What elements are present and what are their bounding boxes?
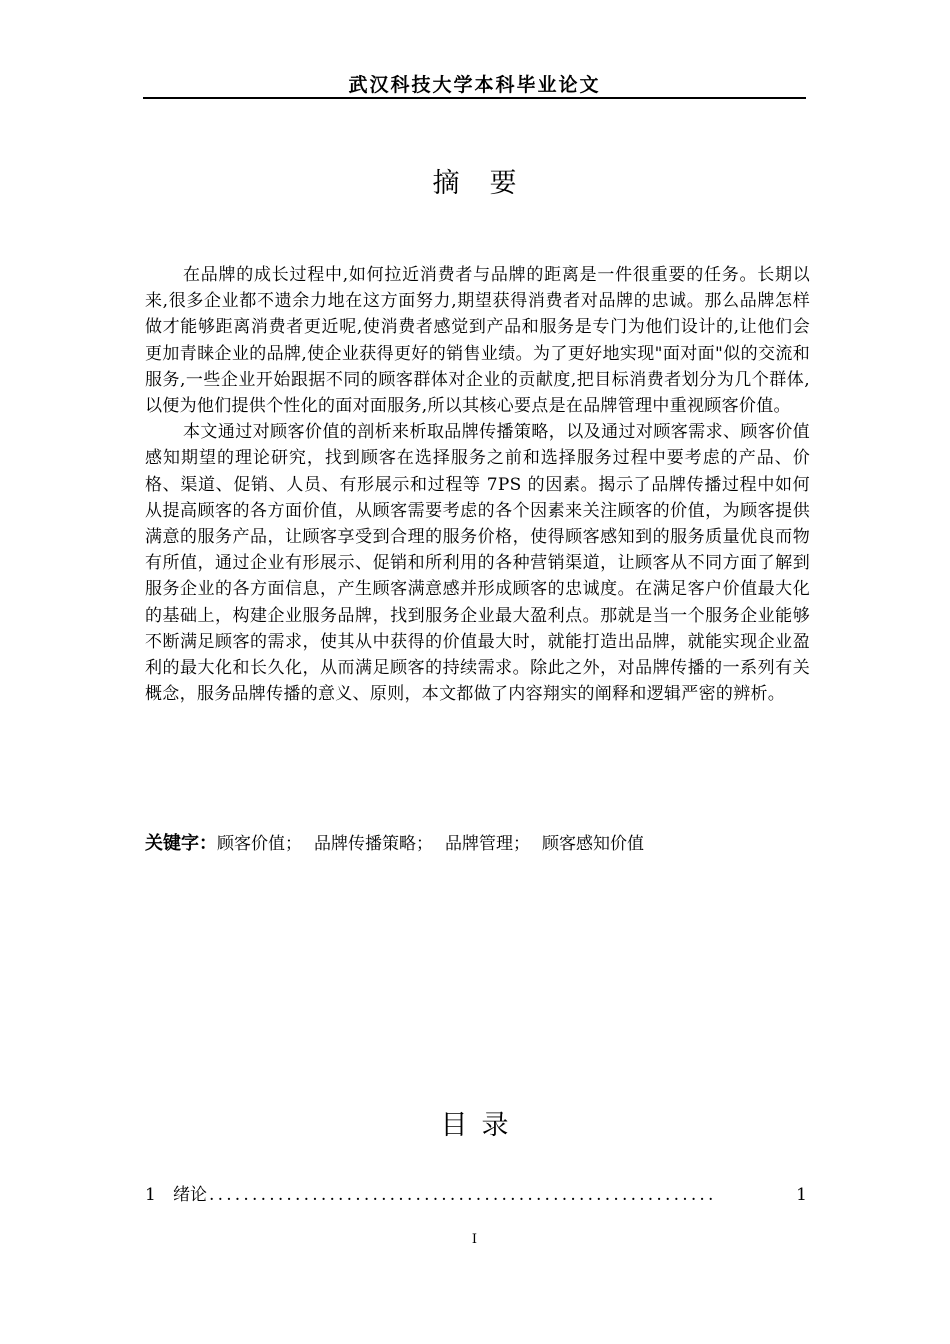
abstract-title-char-2: 要 — [489, 168, 517, 199]
toc-title — [143, 1108, 806, 1144]
abstract-title-char-1: 摘 — [432, 168, 460, 199]
toc-entry-page: 1 — [796, 1185, 807, 1205]
abstract-paragraph-1: 在品牌的成长过程中,如何拉近消费者与品牌的距离是一件很重要的任务。长期以来,很多企业都不遗余力地在这方面努力,期望获得消费者对品牌的忠诚。那么品牌怎样做才能够距离消费者更近呢,使消费者感觉到产品和服务是专门为他们设计的,让他们会更加青睐企业的品牌,使企业获得更好的销售业绩。为了更好地实现"面对面"似的交流和服务,一些企业开始跟据不同的顾客群体对企业的贡献度,把目标消费者划分为几个群体,以便为他们提供个性化的面对面服务,所以其核心要点是在品牌管理中重视顾客价值。 — [145, 265, 810, 417]
toc-title-char-2: 录 — [481, 1110, 509, 1141]
keyword-item: 品牌传播策略； — [314, 834, 433, 854]
page-number: I — [471, 1232, 478, 1247]
header-rule — [143, 97, 806, 99]
toc-entry-label: 绪论 — [173, 1185, 207, 1205]
keyword-item: 品牌管理； — [445, 834, 530, 854]
keyword-item: 顾客感知价值 — [542, 834, 644, 854]
abstract-paragraph-2: 本文通过对顾客价值的剖析来析取品牌传播策略，以及通过对顾客需求、顾客价值感知期望的理论研究，找到顾客在选择服务之前和选择服务过程中要考虑的产品、价格、渠道、促销、人员、有形展示和过程等 7PS 的因素。揭示了品牌传播过程中如何从提高顾客的各方面价值，从顾客需要考虑的各个因素来关注顾客的价值，为顾客提供满意的服务产品，让顾客享受到合理的服务价格，使得顾客感知到的服务质量优良而物有所值，通过企业有形展示、促销和所利用的各种营销渠道，让顾客从不同方面了解到服务企业的各方面信息，产生顾客满意感并形成顾客的忠诚度。在满足客户价值最大化的基础上，构建企业服务品牌，找到服务企业最大盈利点。那就是当一个服务企业能够不断满足顾客的需求，使其从中获得的价值最大时，就能打造出品牌，就能实现企业盈利的最大化和长久化，从而满足顾客的持续需求。除此之外，对品牌传播的一系列有关概念，服务品牌传播的意义、原则，本文都做了内容翔实的阐释和逻辑严密的辨析。 — [145, 422, 810, 705]
abstract-title — [143, 166, 806, 202]
toc-title-char-1: 目 — [440, 1110, 468, 1141]
abstract-body — [145, 262, 810, 707]
toc-entry-introduction[interactable] — [145, 1181, 807, 1209]
toc-dot-leader: ........................................................... — [209, 1185, 717, 1205]
running-header: 武汉科技大学本科毕业论文 — [348, 74, 601, 96]
keywords-label: 关键字： — [145, 833, 217, 854]
keywords-line — [145, 830, 810, 858]
toc-entry-number: 1 — [145, 1185, 156, 1205]
keyword-item: 顾客价值； — [217, 834, 302, 854]
